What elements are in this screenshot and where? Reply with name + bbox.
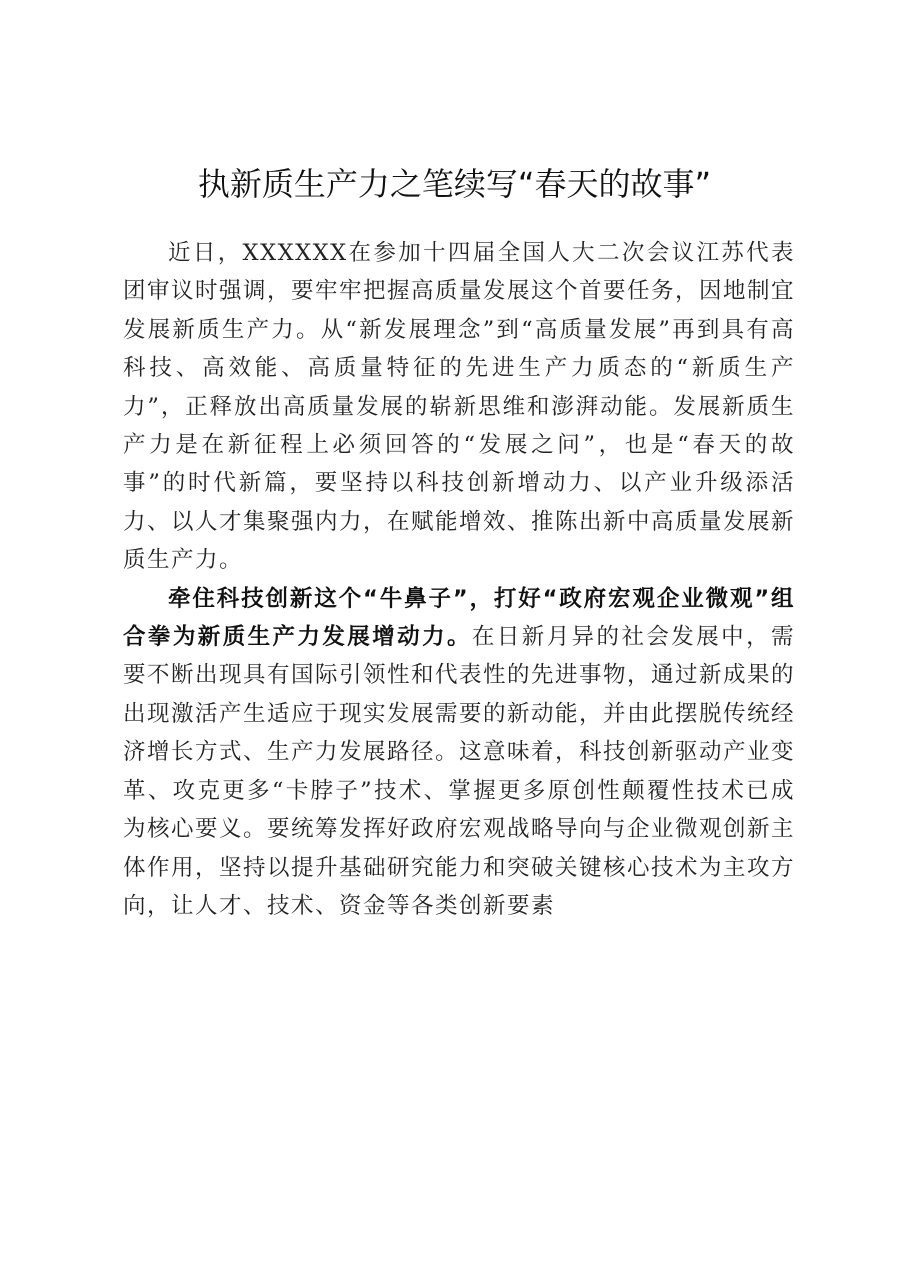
paragraph-tech-innovation-text: 在日新月异的社会发展中，需要不断出现具有国际引领性和代表性的先进事物，通过新成果的出现激活产生适应于现实发展需要的新动能，并由此摆脱传统经济增长方式、生产力发展路径。这意味着，科技创新驱动产业变革、攻克更多“卡脖子”技术、掌握更多原创性颠覆性技术已成为核心要义。要统筹发挥好政府宏观战略导向与企业微观创新主体作用，坚持以提升基础研究能力和突破关键核心技术为主攻方向，让人才、技术、资金等各类创新要素 [123, 624, 796, 919]
document-title: 执新质生产力之笔续写“春天的故事” [197, 165, 712, 203]
paragraph-intro [123, 234, 795, 580]
document-body [123, 234, 795, 925]
paragraph-lead-sentence: 牵住科技创新这个“牛鼻子”，打好“政府宏观企业微观”组合拳为新质生产力发展增动力。 [123, 585, 795, 651]
paragraph-tech-innovation [123, 580, 795, 926]
paragraph-intro-text: 近日，XXXXXX在参加十四届全国人大二次会议江苏代表团审议时强调，要牢牢把握高质量发展这个首要任务，因地制宜发展新质生产力。从“新发展理念”到“高质量发展”再到具有高科技、高效能、高质量特征的先进生产力质态的“新质生产力”，正释放出高质量发展的崭新思维和澎湃动能。发展新质生产力是在新征程上必须回答的“发展之问”，也是“春天的故事”的时代新篇，要坚持以科技创新增动力、以产业升级添活力、以人才集聚强内力，在赋能增效、推陈出新中高质量发展新质生产力。 [123, 240, 796, 574]
